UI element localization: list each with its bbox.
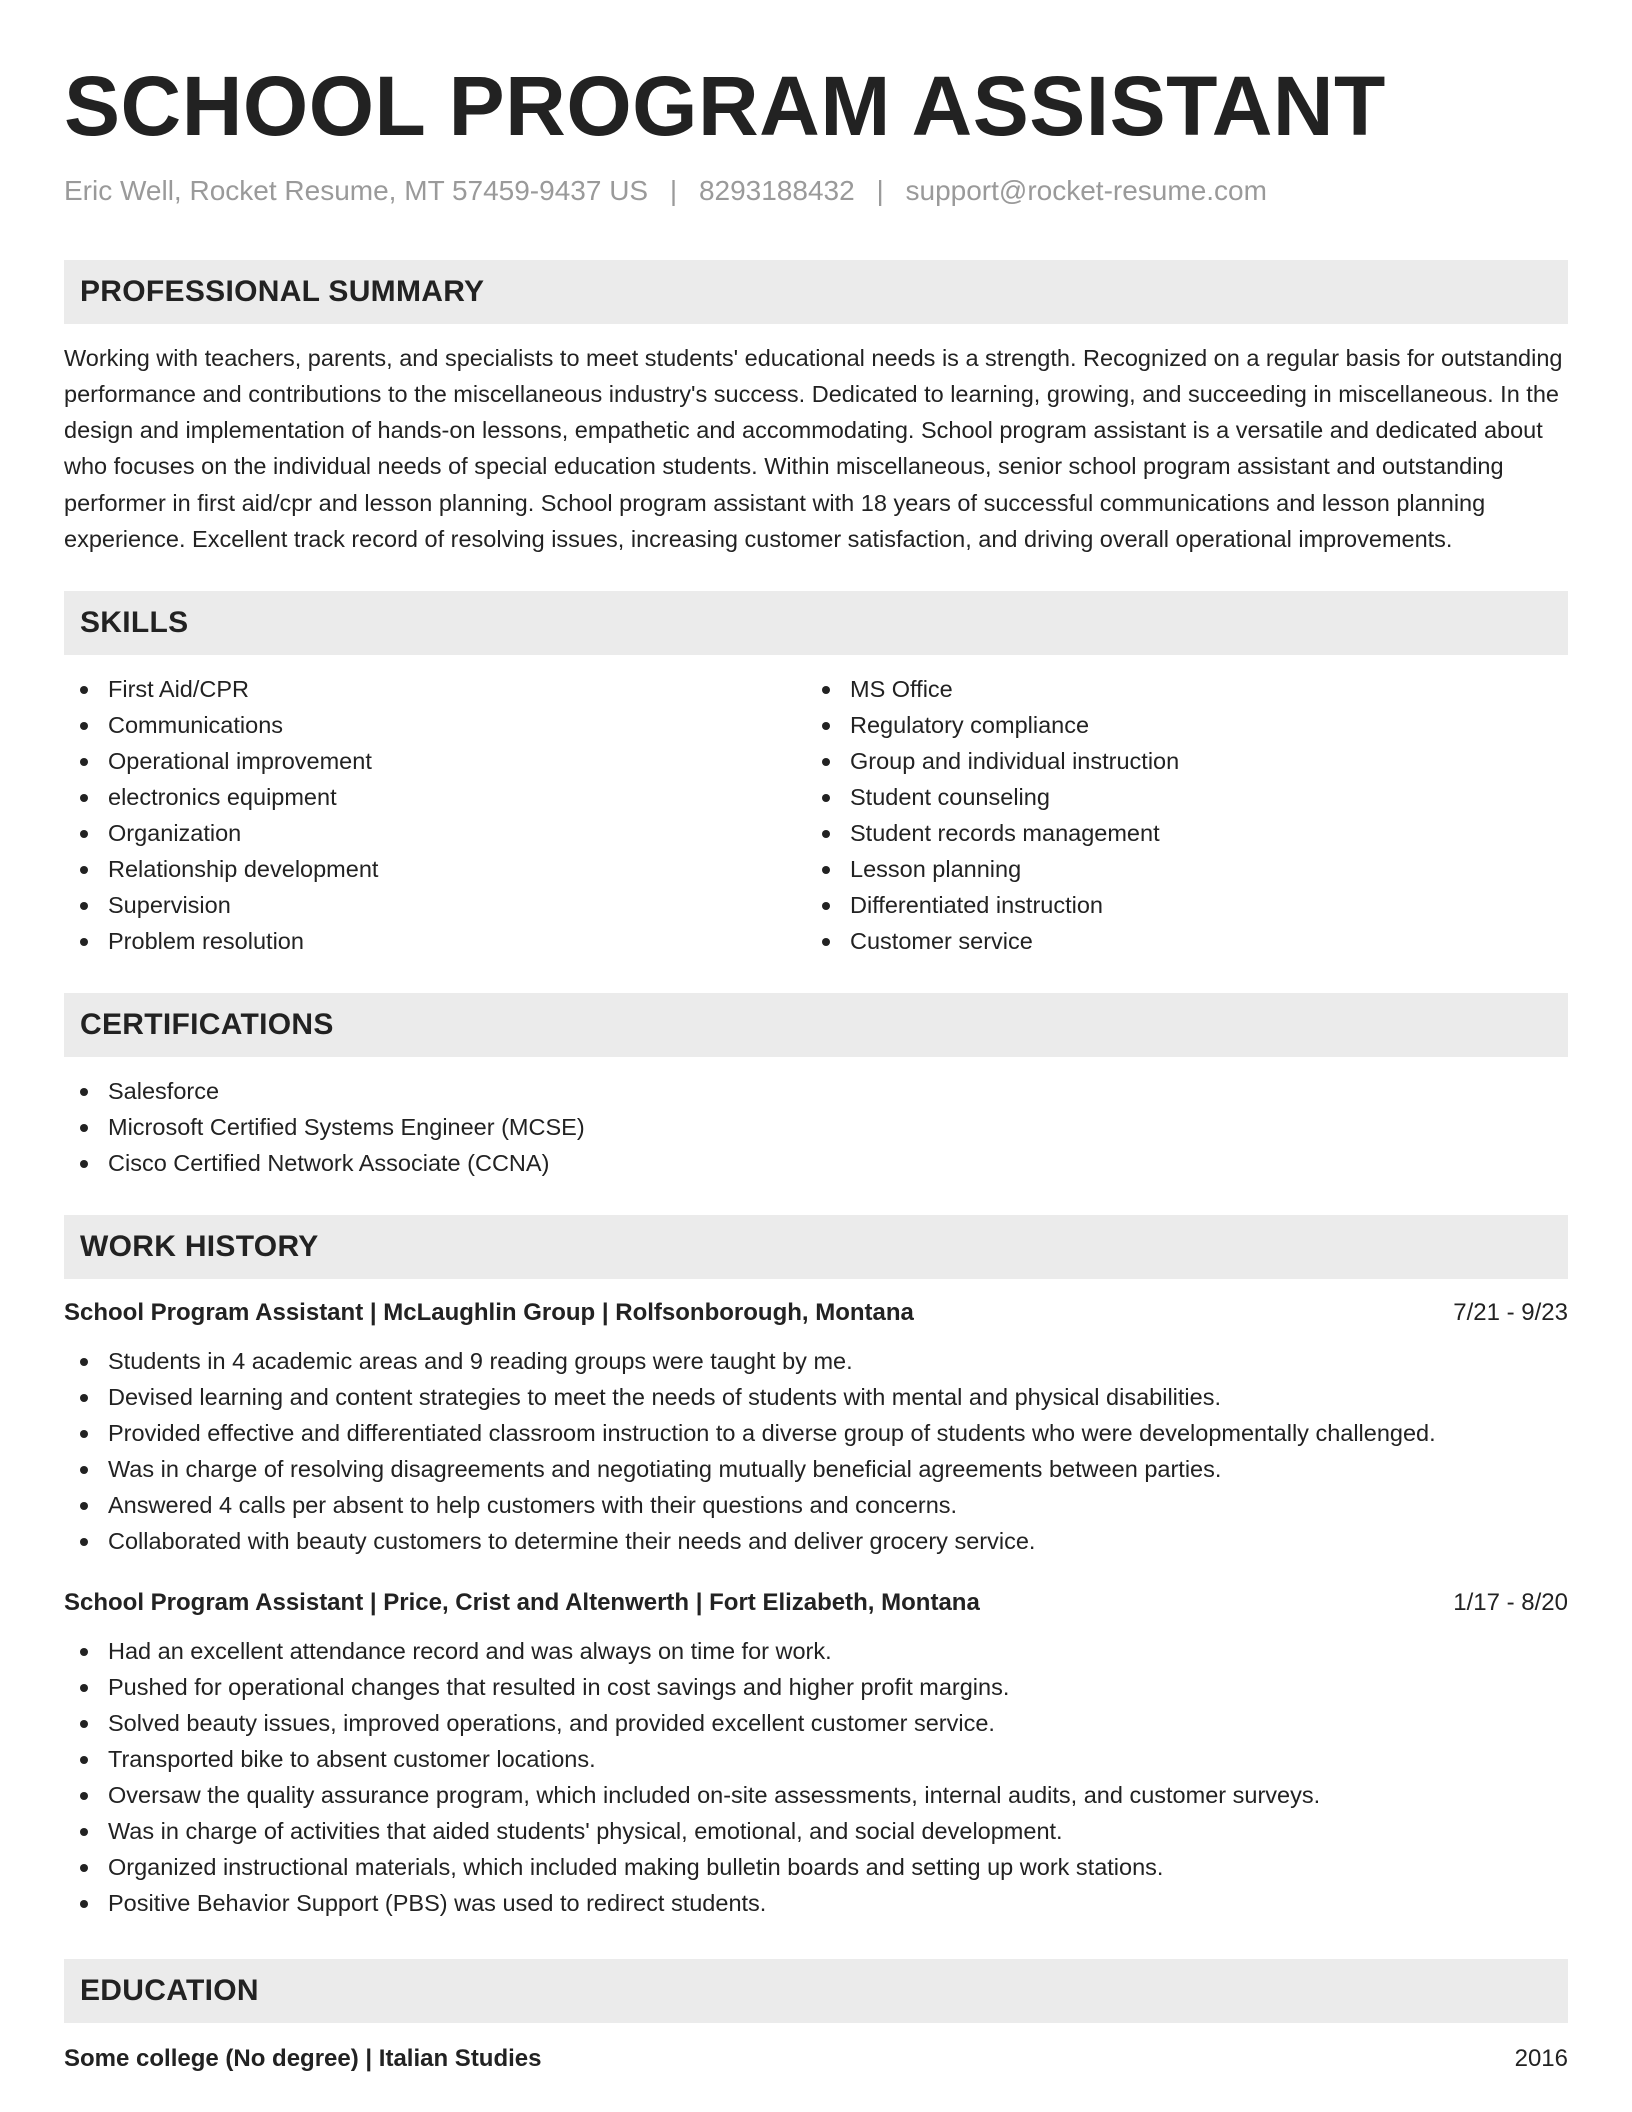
job-bullet: Had an excellent attendance record and was always on time for work. (64, 1633, 1568, 1669)
skills-section-header (64, 591, 1568, 655)
skill-item: Communications (64, 707, 806, 743)
skill-item: Lesson planning (806, 851, 1548, 887)
skill-item: Regulatory compliance (806, 707, 1548, 743)
job-bullet: Solved beauty issues, improved operations, and provided excellent customer service. (64, 1705, 1568, 1741)
education-title: Some college (No degree) | Italian Studies (64, 2045, 542, 2073)
skills-column-left (64, 671, 806, 959)
contact-separator: | (669, 175, 678, 206)
skill-item: electronics equipment (64, 779, 806, 815)
contact-email[interactable]: support@rocket-resume.com (905, 175, 1267, 206)
certification-item: Microsoft Certified Systems Engineer (MCSE) (64, 1109, 1568, 1145)
job-bullet: Organized instructional materials, which included making bulletin boards and setting up work stations. (64, 1849, 1568, 1885)
job-bullet: Positive Behavior Support (PBS) was used to redirect students. (64, 1885, 1568, 1921)
contact-phone[interactable]: 8293188432 (698, 175, 855, 206)
skills-list-left (64, 671, 806, 959)
job-dates: 7/21 - 9/23 (1453, 1299, 1568, 1327)
skill-item: Group and individual instruction (806, 743, 1548, 779)
skill-item: Relationship development (64, 851, 806, 887)
skill-item: Customer service (806, 923, 1548, 959)
job-bullet: Was in charge of resolving disagreements and negotiating mutually beneficial agreements between parties. (64, 1451, 1568, 1487)
job-bullet: Devised learning and content strategies to meet the needs of students with mental and physical disabilities. (64, 1379, 1568, 1415)
skill-item: Operational improvement (64, 743, 806, 779)
job-title: School Program Assistant | Price, Crist and Altenwerth | Fort Elizabeth, Montana (64, 1589, 980, 1617)
certifications-list (64, 1073, 1568, 1181)
job-bullet: Pushed for operational changes that resulted in cost savings and higher profit margins. (64, 1669, 1568, 1705)
skill-item: First Aid/CPR (64, 671, 806, 707)
skill-item: Supervision (64, 887, 806, 923)
job-entry (64, 1589, 1568, 1921)
certification-item: Salesforce (64, 1073, 1568, 1109)
job-bullets (64, 1633, 1568, 1921)
job-bullet: Was in charge of activities that aided students' physical, emotional, and social development. (64, 1813, 1568, 1849)
education-section-header (64, 1959, 1568, 2023)
certification-item: Cisco Certified Network Associate (CCNA) (64, 1145, 1568, 1181)
work-history-section-header (64, 1215, 1568, 1279)
job-bullet: Provided effective and differentiated classroom instruction to a diverse group of students who were developmentally challenged. (64, 1415, 1568, 1451)
job-header (64, 1589, 1568, 1617)
job-entry (64, 1299, 1568, 1559)
skill-item: Student records management (806, 815, 1548, 851)
education-entry (64, 2045, 1568, 2073)
summary-section-header (64, 260, 1568, 324)
skill-item: Problem resolution (64, 923, 806, 959)
education-heading: EDUCATION (80, 1974, 259, 2008)
skills-grid (64, 671, 1568, 959)
job-bullets (64, 1343, 1568, 1559)
skills-list-right (806, 671, 1548, 959)
skills-column-right (806, 671, 1548, 959)
contact-separator: | (876, 175, 884, 206)
job-bullet: Oversaw the quality assurance program, which included on-site assessments, internal audits, and customer surveys. (64, 1777, 1568, 1813)
certifications-heading: CERTIFICATIONS (80, 1008, 334, 1042)
job-bullet: Transported bike to absent customer locations. (64, 1741, 1568, 1777)
job-dates: 1/17 - 8/20 (1453, 1589, 1568, 1617)
job-title: School Program Assistant | McLaughlin Group | Rolfsonborough, Montana (64, 1299, 914, 1327)
contact-address: Eric Well, Rocket Resume, MT 57459-9437 US (64, 175, 649, 206)
job-bullet: Collaborated with beauty customers to determine their needs and deliver grocery service. (64, 1523, 1568, 1559)
skill-item: Organization (64, 815, 806, 851)
job-bullet: Answered 4 calls per absent to help customers with their questions and concerns. (64, 1487, 1568, 1523)
skill-item: Differentiated instruction (806, 887, 1548, 923)
skills-heading: SKILLS (80, 606, 189, 640)
certifications-section-header (64, 993, 1568, 1057)
resume-title: SCHOOL PROGRAM ASSISTANT (64, 59, 1386, 153)
summary-heading: PROFESSIONAL SUMMARY (80, 274, 485, 308)
skill-item: Student counseling (806, 779, 1548, 815)
skill-item: MS Office (806, 671, 1548, 707)
contact-line (64, 174, 1568, 208)
job-bullet: Students in 4 academic areas and 9 reading groups were taught by me. (64, 1343, 1568, 1379)
work-history-heading: WORK HISTORY (80, 1230, 319, 1264)
job-header (64, 1299, 1568, 1327)
education-year: 2016 (1514, 2045, 1568, 2073)
summary-text: Working with teachers, parents, and specialists to meet students' educational needs is a strength. Recognized on a regular basis for outstanding performance and contributions to the miscellaneous industry's success. Dedicated to learning, growing, and succeeding in miscellaneous. In the design and implementation of hands-on lessons, empathetic and accommodating. School program assistant is a versatile and dedicated about who focuses on the individual needs of special education students. Within miscellaneous, senior school program assistant and outstanding performer in first aid/cpr and lesson planning. School program assistant with 18 years of successful communications and lesson planning experience. Excellent track record of resolving issues, increasing customer satisfaction, and driving overall operational improvements. (64, 344, 1563, 553)
